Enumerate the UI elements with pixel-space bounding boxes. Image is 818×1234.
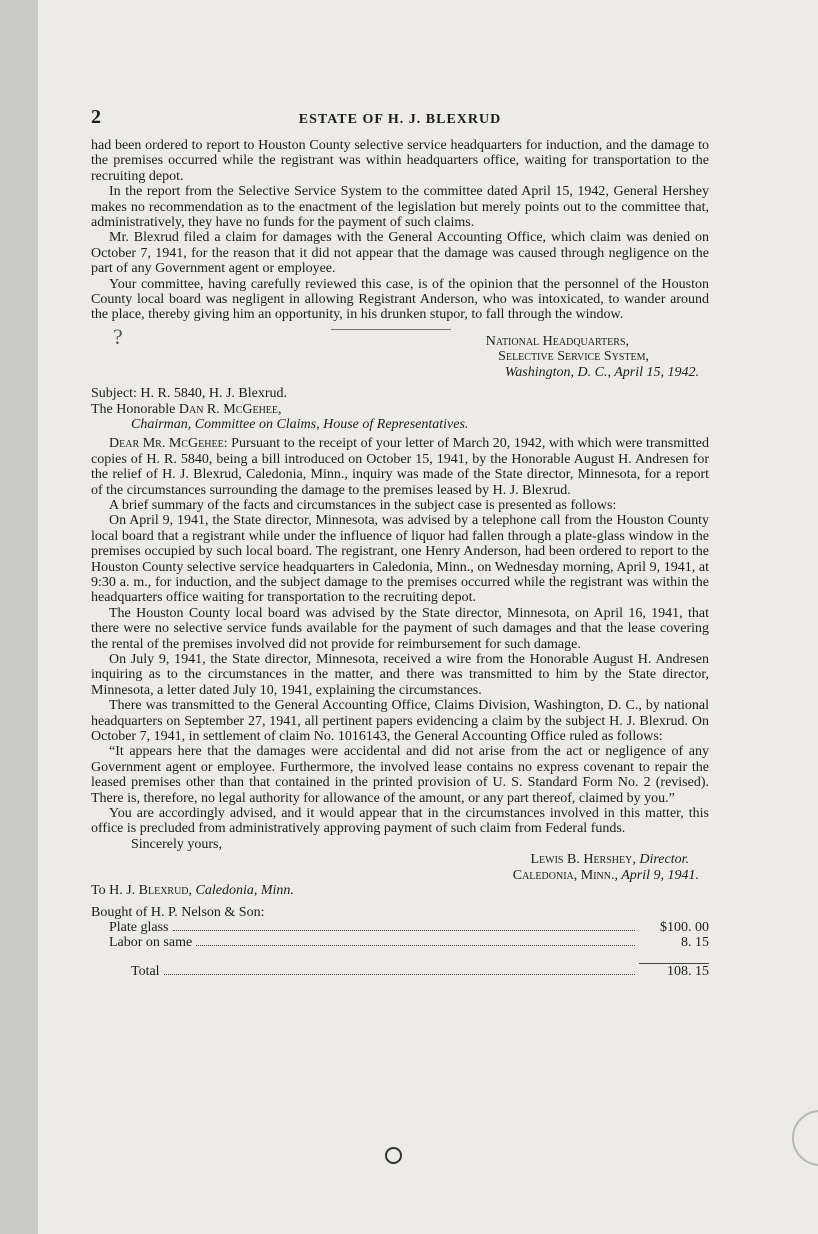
letter-subject: Subject: H. R. 5840, H. J. Blexrud. bbox=[91, 386, 287, 402]
invoice-item-label: Plate glass bbox=[109, 919, 169, 935]
section-divider bbox=[331, 329, 451, 330]
letter-body-3: On April 9, 1941, the State director, Minnesota, was advised by a telephone call from the Houston County local board that a registrant while under the influence of liquor had fallen through a plate-glass window in the premises occupied by such local board. The registrant, one Henry Anderson, had been ordered to report to the Houston County selective service headquarters in Caledonia, Minn., on Wednesday morning, April 9, 1941, at 9:30 a. m., for induction, and the subject damage to the premises occurred while the registrant was within the headquarters office waiting for transportation to the recruiting depot. bbox=[91, 513, 709, 606]
library-stamp bbox=[792, 1110, 818, 1166]
leader-dots bbox=[164, 974, 635, 975]
invoice-total-amount: 108. 15 bbox=[639, 963, 709, 979]
letter-quote: “It appears here that the damages were accidental and did not arise from the act or negligence of any Government agent or employee. Furthermore, the involved lease contains no express covenant to repair the leased premises other than that contained in the printed provision of U. S. Standard Form No. 2 (revised). There is, therefore, no legal authority for allowance of the amount, or any part thereof, claimed by you.” bbox=[91, 744, 709, 806]
page-content bbox=[91, 106, 709, 979]
letter-date: Washington, D. C., April 15, 1942. bbox=[504, 364, 699, 380]
page-header bbox=[91, 106, 709, 132]
letter-body-7: You are accordingly advised, and it would appear that in the circumstances involved in this matter, this office is precluded from administratively approving payment of such claim from Federal funds. bbox=[91, 806, 709, 837]
salutation: Dear Mr. McGehee: bbox=[109, 436, 228, 452]
paragraph-4: Your committee, having carefully reviewed this case, is of the opinion that the personnel of the Houston County local board was negligent in allowing Registrant Anderson, who was intoxicated, to wander around the place, thereby giving him an opportunity, in his drunken stupor, to fall through the window. bbox=[91, 276, 709, 323]
invoice-total-row bbox=[91, 963, 709, 979]
letter-body-5: On July 9, 1941, the State director, Minnesota, received a wire from the Honorable August H. Andresen inquiring as to the circumstances in the matter, and there was transmitted to him by the State director, Minnesota, a letter dated July 10, 1941, explaining the circumstances. bbox=[91, 652, 709, 698]
paragraph-2: In the report from the Selective Service System to the committee dated April 15, 1942, General Hershey makes no recommendation as to the enactment of the legislation but merely points out to the committee that, administratively, they have no funds for the payment of such claims. bbox=[91, 184, 709, 231]
invoice-line-item bbox=[91, 920, 709, 935]
circle-mark bbox=[385, 1147, 402, 1164]
invoice-line-item bbox=[91, 935, 709, 950]
leader-dots bbox=[196, 945, 635, 946]
addressee-name: Dan R. McGehee, bbox=[178, 401, 282, 417]
page-number: 2 bbox=[91, 106, 101, 128]
letter-body-4: The Houston County local board was advised by the State director, Minnesota, on April 16, 1941, that there were no selective service funds available for the payment of such damages and that the lease covering the rental of the premises involved did not provide for reimbursement for such damage. bbox=[91, 605, 709, 652]
letter-body-2: A brief summary of the facts and circumstances in the subject case is presented as follows: bbox=[109, 497, 617, 513]
paragraph-1: had been ordered to report to Houston County selective service headquarters for induction, and the damage to the premises occurred while the registrant was within headquarters office, waiting for transportation to the recruiting depot. bbox=[91, 138, 709, 184]
margin-annotation: ? bbox=[113, 324, 123, 349]
letter-signature bbox=[91, 852, 709, 867]
invoice-to: To H. J. Blexrud, Caledonia, Minn. bbox=[91, 883, 294, 899]
letter-closing: Sincerely yours, bbox=[131, 836, 222, 852]
running-title: ESTATE OF H. J. BLEXRUD bbox=[298, 112, 502, 127]
letter-sender-line1: National Headquarters, bbox=[485, 333, 629, 349]
signer-name: Lewis B. Hershey, bbox=[530, 852, 636, 868]
leader-dots bbox=[173, 930, 636, 931]
invoice-to-name: H. J. Blexrud, bbox=[109, 883, 193, 899]
letter-body-1: Dear Mr. McGehee: Pursuant to the receipt of your letter of March 20, 1942, with which were transmitted copies of H. R. 5840, being a bill introduced on October 15, 1941, by the Honorable August H. Andresen for the relief of H. J. Blexrud, Caledonia, Minn., inquiry was made of the State director, Minnesota, for a report of the circumstances surrounding the damage to the premises leased by H. J. Blexrud. bbox=[91, 436, 709, 498]
letter-addressee: The Honorable Dan R. McGehee, bbox=[91, 401, 282, 417]
invoice-bought-of: Bought of H. P. Nelson & Son: bbox=[91, 904, 265, 920]
invoice-item-amount: $100. 00 bbox=[660, 919, 709, 935]
paragraph-3: Mr. Blexrud filed a claim for damages with the General Accounting Office, which claim was denied on October 7, 1941, for the reason that it did not appear that the damage was caused through negligence on the part of any Government agent or employee. bbox=[91, 230, 709, 277]
invoice-item-amount: 8. 15 bbox=[681, 935, 709, 951]
signer-title: Director. bbox=[635, 852, 689, 868]
invoice-total-label: Total bbox=[131, 963, 160, 979]
invoice-place-date: Caledonia, Minn., April 9, 1941. bbox=[512, 867, 699, 883]
invoice-item-label: Labor on same bbox=[109, 935, 193, 951]
invoice-table bbox=[91, 905, 709, 980]
letter-sender-line2: Selective Service System, bbox=[498, 349, 649, 365]
letter-body-6: There was transmitted to the General Accounting Office, Claims Division, Washington, D. C., by national headquarters on September 27, 1941, all pertinent papers evidencing a claim by the subject H. J. Blexrud. On October 7, 1941, in settlement of claim No. 1016143, the General Accounting Office ruled as follows: bbox=[91, 698, 709, 745]
addressee-title: Chairman, Committee on Claims, House of Representatives. bbox=[131, 416, 469, 432]
